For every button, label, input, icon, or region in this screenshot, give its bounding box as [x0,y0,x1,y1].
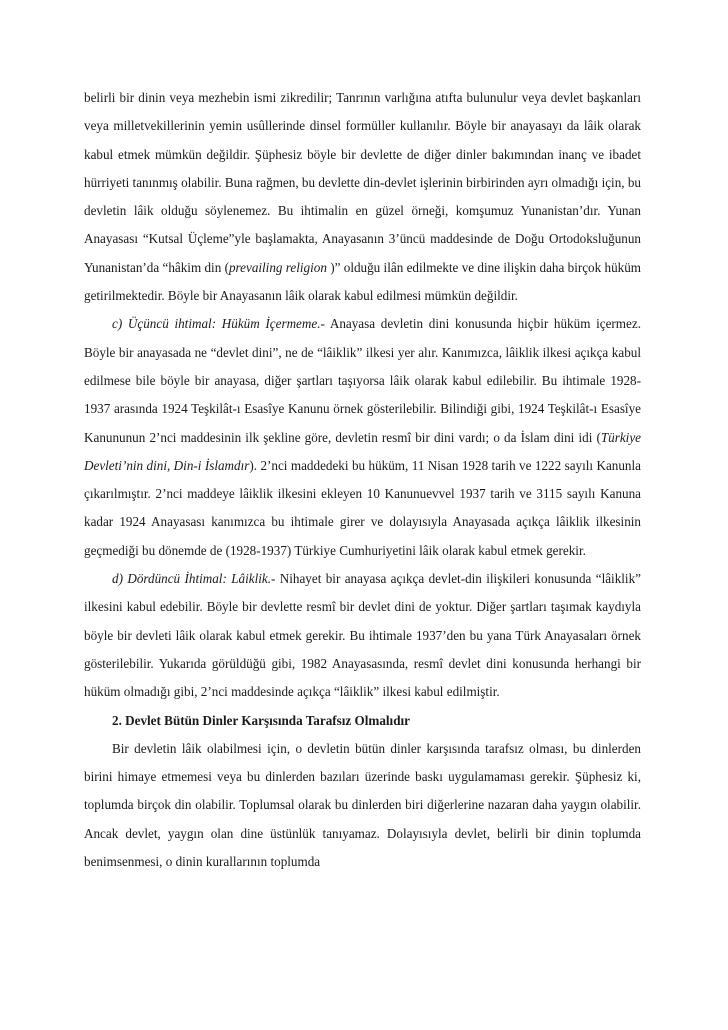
paragraph-text: Nihayet bir anayasa açıkça devlet-din ilişkileri konusunda “lâiklik” ilkesini kabul edebilir. Böyle bir devlette resmî bir devlet dini de yoktur. Diğer şartları taşımak kaydıyla böyle bir devleti lâik olarak kabul etmek gerekir. Bu ihtimale 1937’den bu yana Türk Anayasaları örnek gösterilebilir. Yukarıda görüldüğü gibi, 1982 Anayasasında, resmî devlet dini konusunda herhangi bir hüküm olmadığı gibi, 2’nci maddesinde açıkça “lâiklik” ilkesi kabul edilmiştir. [84,571,641,700]
paragraph-text: ). 2’nci maddedeki bu hüküm, 11 Nisan 1928 tarih ve 1222 sayılı Kanunla çıkarılmıştır. 2’nci maddeye lâiklik ilkesini ekleyen 10 Kanunuevvel 1937 tarih ve 3115 sayılı Kanuna kadar 1924 Anayasası kanımızca bu ihtimale girer ve dolayısıyla Anayasada açıkça lâiklik ilkesinin geçmediği bu dönemde de (1928-1937) Türkiye Cumhuriyetini lâik olarak kabul etmek gerekir. [84,457,641,558]
paragraph-italic-quote: Türkiye Devleti’nin dini, Din-i İslamdır [84,429,641,473]
document-body [84,84,641,876]
section-heading: 2. Devlet Bütün Dinler Karşısında Tarafsız Olmalıdır [112,712,410,728]
paragraph-text: Anayasa devletin dini konusunda hiçbir hüküm içermez. Böyle bir anayasada ne “devlet dini”, ne de “lâiklik” ilkesi yer alır. Kanımızca, lâiklik ilkesi açıkça kabul edilmese bile böyle bir anayasa, diğer şartları taşıyorsa lâik olarak kabul edilebilir. Bu ihtimale 1928-1937 arasında 1924 Teşkilât-ı Esasîye Kanunu örnek gösterilebilir. Bilindiği gibi, 1924 Teşkilât-ı Esasîye Kanununun 2’nci maddesinin ilk şekline göre, devletin resmî bir dini vardı; o da İslam dini idi ( [84,316,641,445]
paragraph-italic-term: prevailing religion [228,259,327,275]
paragraph-third-possibility [84,310,641,565]
paragraph-italic-title: d) Dördüncü İhtimal: Lâiklik.- [112,571,276,587]
paragraph-text: belirli bir dinin veya mezhebin ismi zikredilir; Tanrının varlığına atıfta bulunulur veya devlet başkanları veya milletvekillerinin yemin usûllerinde dinsel formüller kullanılır. Böyle bir anayasayı da lâik olarak kabul etmek mümkün değildir. Şüphesiz böyle bir devlette de diğer dinler bakımından inanç ve ibadet hürriyeti tanınmış olabilir. Buna rağmen, bu devlette din-devlet işlerinin birbirinden ayrı olmadığı için, bu devletin lâik olduğu söylenemez. Bu ihtimalin en güzel örneği, komşumuz Yunanistan’dır. Yunan Anayasası “Kutsal Üçleme”yle başlamakta, Anayasanın 3’üncü maddesinde de Doğu Ortodoksluğunun Yunanistan’da “hâkim din ( [84,90,641,275]
paragraph-neutrality [84,735,641,876]
paragraph-fourth-possibility [84,565,641,706]
paragraph-greek-constitution [84,84,641,310]
paragraph-text: )” olduğu ilân edilmekte ve dine ilişkin daha birçok hüküm getirilmektedir. Böyle bir Anayasanın lâik olarak kabul edilmesi mümkün değildir. [84,259,642,304]
paragraph-italic-title: c) Üçüncü ihtimal: Hüküm İçermeme.- [112,316,325,332]
paragraph-text: Bir devletin lâik olabilmesi için, o devletin bütün dinler karşısında tarafsız olması, bu dinlerden birini himaye etmemesi veya bu dinlerden bazıları üzerinde baskı uygulamaması gerekir. Şüphesiz ki, toplumda birçok din olabilir. Toplumsal olarak bu dinlerden biri diğerlerine nazaran daha yaygın olabilir. Ancak devlet, yaygın olan dine üstünlük tanıyamaz. Dolayısıyla devlet, belirli bir dinin toplumda benimsenmesi, o dinin kurallarının toplumda [84,740,641,870]
